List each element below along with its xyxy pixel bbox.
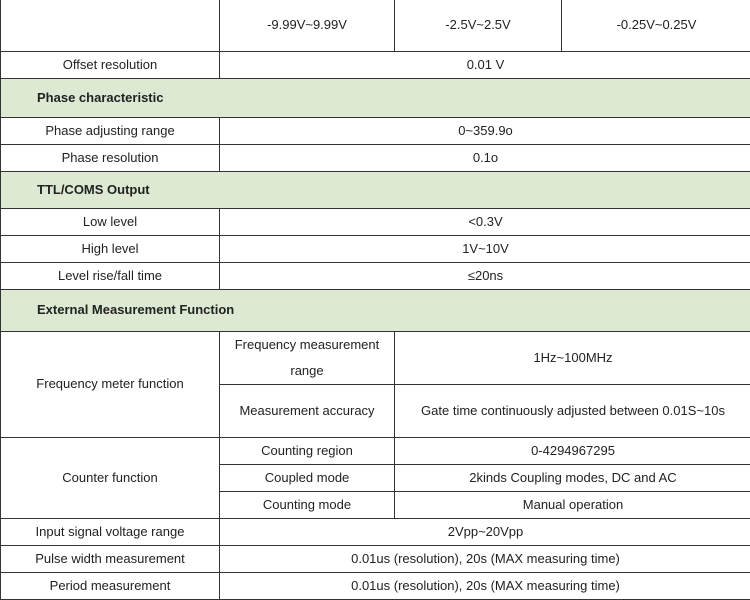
section-row [1, 289, 750, 331]
group-label: Counter function [1, 437, 220, 518]
row-label: Input signal voltage range [1, 518, 220, 545]
table-row [1, 117, 750, 144]
table-row [1, 144, 750, 171]
row-label: Phase adjusting range [1, 117, 220, 144]
row-value: 0-4294967295 [395, 437, 750, 464]
table-row [1, 545, 750, 572]
sub-label: Counting region [220, 437, 395, 464]
table-row [1, 331, 750, 384]
row-value: Manual operation [395, 491, 750, 518]
table-row [1, 262, 750, 289]
range-cell: -2.5V~2.5V [395, 0, 562, 51]
row-value: 2Vpp~20Vpp [220, 518, 750, 545]
row-value: <0.3V [220, 208, 750, 235]
row-value: 0.01 V [220, 51, 750, 78]
section-title: External Measurement Function [1, 289, 750, 331]
row-value: 0.1o [220, 144, 750, 171]
table-row [1, 51, 750, 78]
row-label: Offset resolution [1, 51, 220, 78]
range-cell: -0.25V~0.25V [562, 0, 750, 51]
sub-label: Frequency measurement range [220, 331, 395, 384]
row-label: Low level [1, 208, 220, 235]
row-value: 0.01us (resolution), 20s (MAX measuring time) [220, 545, 750, 572]
row-value: 1V~10V [220, 235, 750, 262]
table-row [1, 518, 750, 545]
range-cell: -9.99V~9.99V [220, 0, 395, 51]
section-row [1, 171, 750, 208]
table-row [1, 572, 750, 599]
sub-label: Coupled mode [220, 464, 395, 491]
section-title: TTL/COMS Output [1, 171, 750, 208]
row-label: Period measurement [1, 572, 220, 599]
row-label: Level rise/fall time [1, 262, 220, 289]
row-label: Pulse width measurement [1, 545, 220, 572]
range-label-cell [1, 0, 220, 51]
range-header-row [1, 0, 750, 51]
sub-label: Counting mode [220, 491, 395, 518]
row-label: High level [1, 235, 220, 262]
row-value: 2kinds Coupling modes, DC and AC [395, 464, 750, 491]
table-row [1, 208, 750, 235]
row-value: 0~359.9o [220, 117, 750, 144]
row-value: Gate time continuously adjusted between 0.01S~10s [395, 384, 750, 437]
row-value: ≤20ns [220, 262, 750, 289]
section-row [1, 78, 750, 117]
section-title: Phase characteristic [1, 78, 750, 117]
row-value: 0.01us (resolution), 20s (MAX measuring time) [220, 572, 750, 599]
table-row [1, 437, 750, 464]
table-row [1, 235, 750, 262]
row-value: 1Hz~100MHz [395, 331, 750, 384]
sub-label: Measurement accuracy [220, 384, 395, 437]
group-label: Frequency meter function [1, 331, 220, 437]
row-label: Phase resolution [1, 144, 220, 171]
